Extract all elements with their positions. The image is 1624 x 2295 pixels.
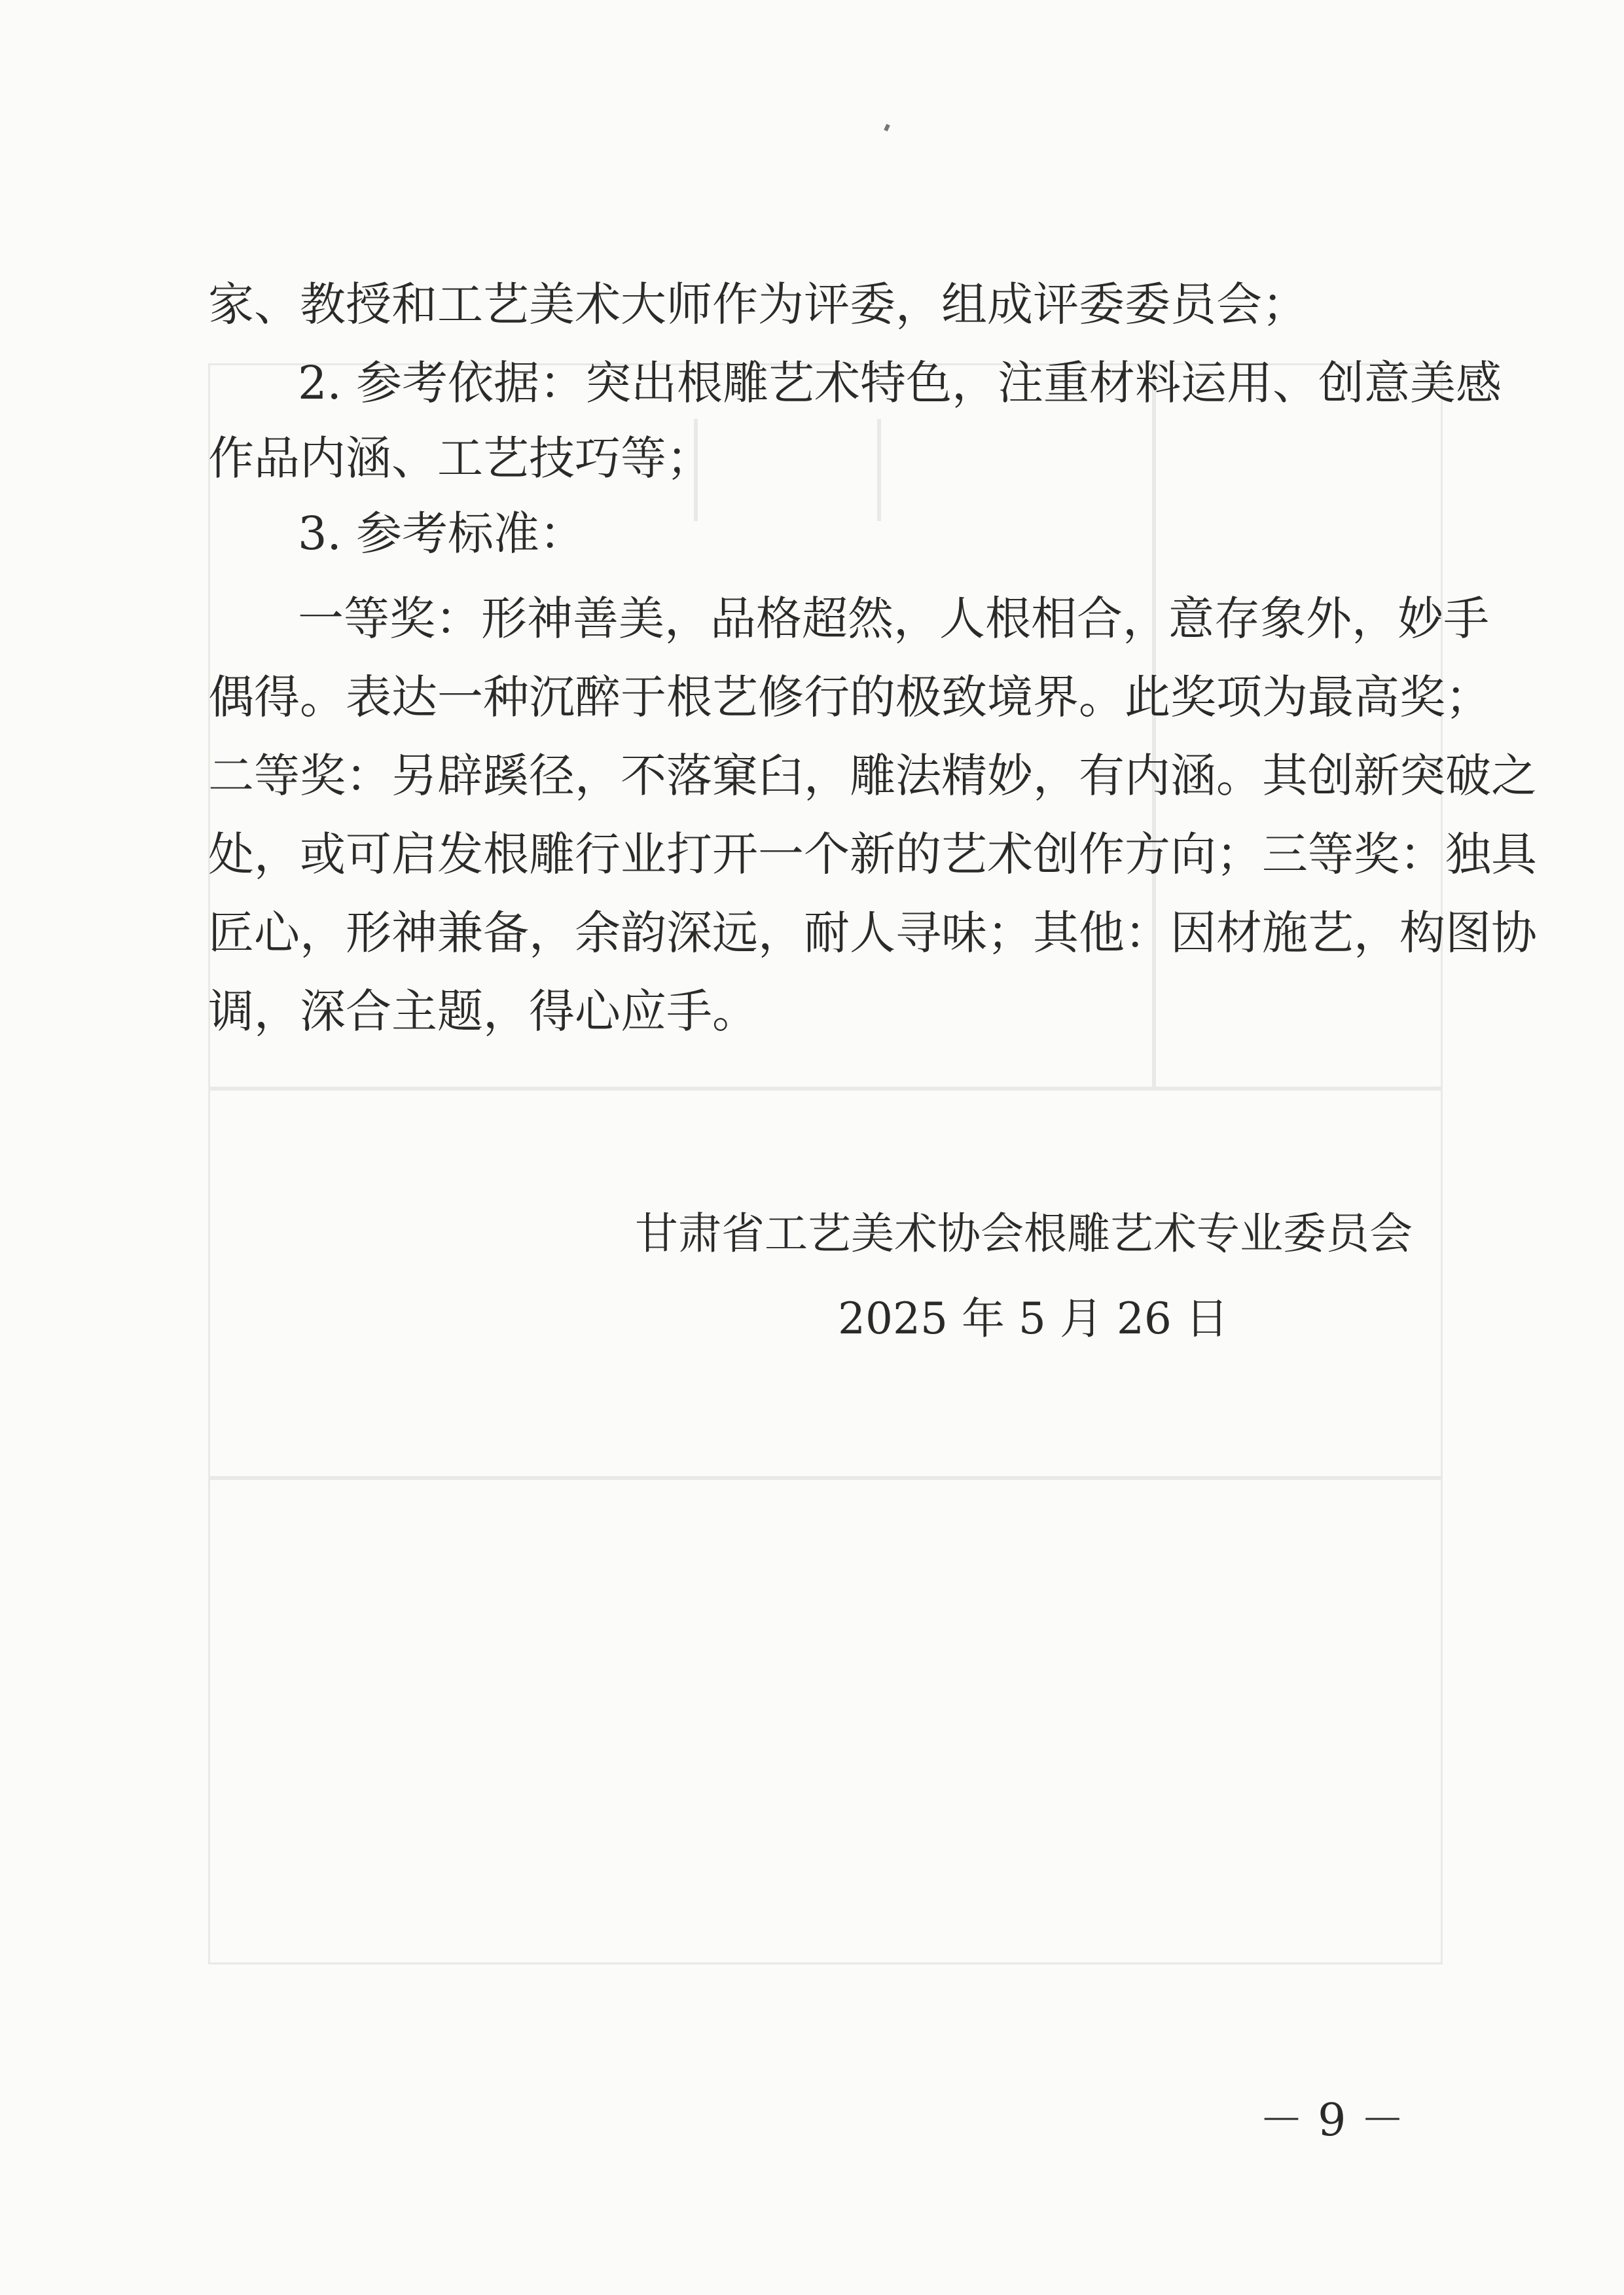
page-number: － 9 － bbox=[1259, 2095, 1405, 2146]
body-line-10: 调，深合主题，得心应手。 bbox=[208, 985, 758, 1038]
body-line-6: 偶得。表达一种沉醉于根艺修行的极致境界。此奖项为最高奖； bbox=[208, 670, 1491, 724]
body-line-9: 匠心，形神兼备，余韵深远，耐人寻味；其他：因材施艺，构图协 bbox=[208, 906, 1537, 960]
bleed-through-column-divider bbox=[877, 419, 881, 521]
body-line-2: 2. 参考依据：突出根雕艺术特色，注重材料运用、创意美感 bbox=[298, 356, 1502, 410]
bleed-through-row-divider bbox=[208, 1476, 1443, 1480]
body-line-4: 3. 参考标准： bbox=[298, 507, 586, 560]
body-line-7: 二等奖：另辟蹊径，不落窠臼，雕法精妙，有内涵。其创新突破之 bbox=[208, 749, 1537, 803]
signature-date: 2025 年 5 月 26 日 bbox=[838, 1293, 1229, 1344]
bleed-through-column-divider bbox=[1152, 363, 1156, 1091]
scan-speck bbox=[884, 124, 890, 132]
signature-organization: 甘肃省工艺美术协会根雕艺术专业委员会 bbox=[635, 1208, 1413, 1259]
body-line-5: 一等奖：形神善美，品格超然，人根相合，意存象外，妙手 bbox=[298, 592, 1489, 645]
body-line-1: 家、教授和工艺美术大师作为评委，组成评委委员会； bbox=[208, 278, 1308, 331]
body-line-8: 处，或可启发根雕行业打开一个新的艺术创作方向；三等奖：独具 bbox=[208, 827, 1537, 881]
bleed-through-row-divider bbox=[208, 1087, 1443, 1091]
body-line-3: 作品内涵、工艺技巧等； bbox=[208, 431, 712, 485]
